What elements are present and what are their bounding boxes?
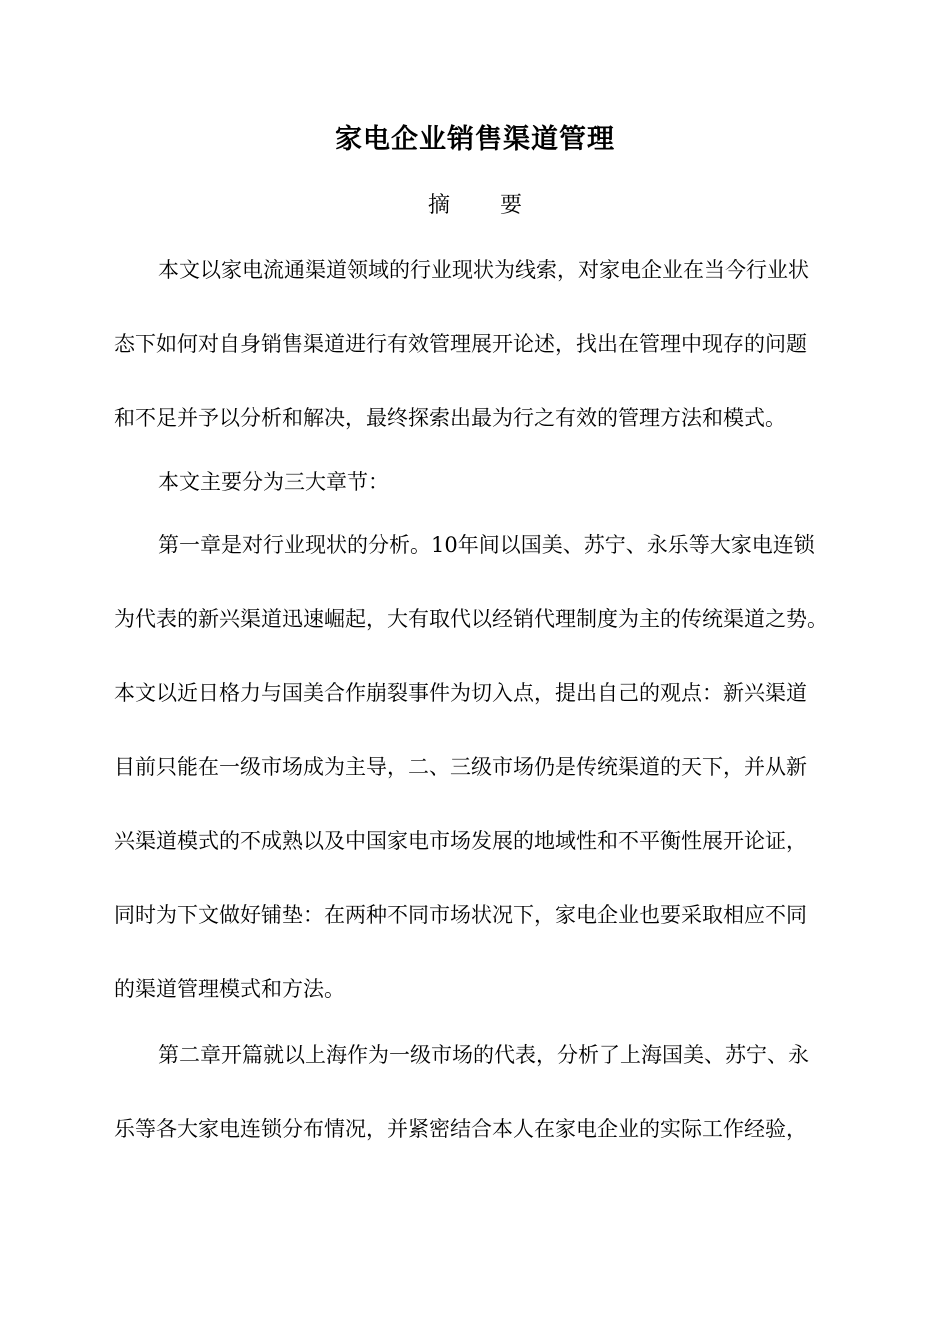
paragraph-line: 为代表的新兴渠道迅速崛起，大有取代以经销代理制度为主的传统渠道之势。 <box>114 607 828 631</box>
paragraph-4 <box>114 1018 866 1166</box>
abstract-heading-char-2: 要 <box>500 193 523 218</box>
document-title: 家电企业销售渠道管理 <box>335 124 615 155</box>
paragraph-line: 第二章开篇就以上海作为一级市场的代表，分析了上海国美、苏宁、永 <box>158 1043 809 1067</box>
paragraph-3 <box>114 508 866 1026</box>
paragraph-line: 态下如何对自身销售渠道进行有效管理展开论述，找出在管理中现存的问题 <box>114 332 807 356</box>
abstract-heading <box>0 190 950 222</box>
paragraph-line: 兴渠道模式的不成熟以及中国家电市场发展的地域性和不平衡性展开论证， <box>114 829 807 853</box>
paragraph-line: 的渠道管理模式和方法。 <box>114 977 345 1001</box>
paragraph-1 <box>114 233 866 455</box>
paragraph-line: 本文以家电流通渠道领域的行业现状为线索，对家电企业在当今行业状 <box>158 258 809 282</box>
paragraph-line: 同时为下文做好铺垫：在两种不同市场状况下，家电企业也要采取相应不同 <box>114 903 807 927</box>
abstract-heading-char-1: 摘 <box>427 193 450 218</box>
paragraph-line: 和不足并予以分析和解决，最终探索出最为行之有效的管理方法和模式。 <box>114 406 786 430</box>
paragraph-line: 乐等各大家电连锁分布情况，并紧密结合本人在家电企业的实际工作经验， <box>114 1117 807 1141</box>
paragraph-line: 目前只能在一级市场成为主导，二、三级市场仍是传统渠道的天下，并从新 <box>114 755 807 779</box>
paragraph-line: 本文主要分为三大章节： <box>158 470 389 494</box>
paragraph-line: 本文以近日格力与国美合作崩裂事件为切入点，提出自己的观点：新兴渠道 <box>114 681 807 705</box>
paragraph-line: 第一章是对行业现状的分析。10年间以国美、苏宁、永乐等大家电连锁 <box>158 533 815 557</box>
